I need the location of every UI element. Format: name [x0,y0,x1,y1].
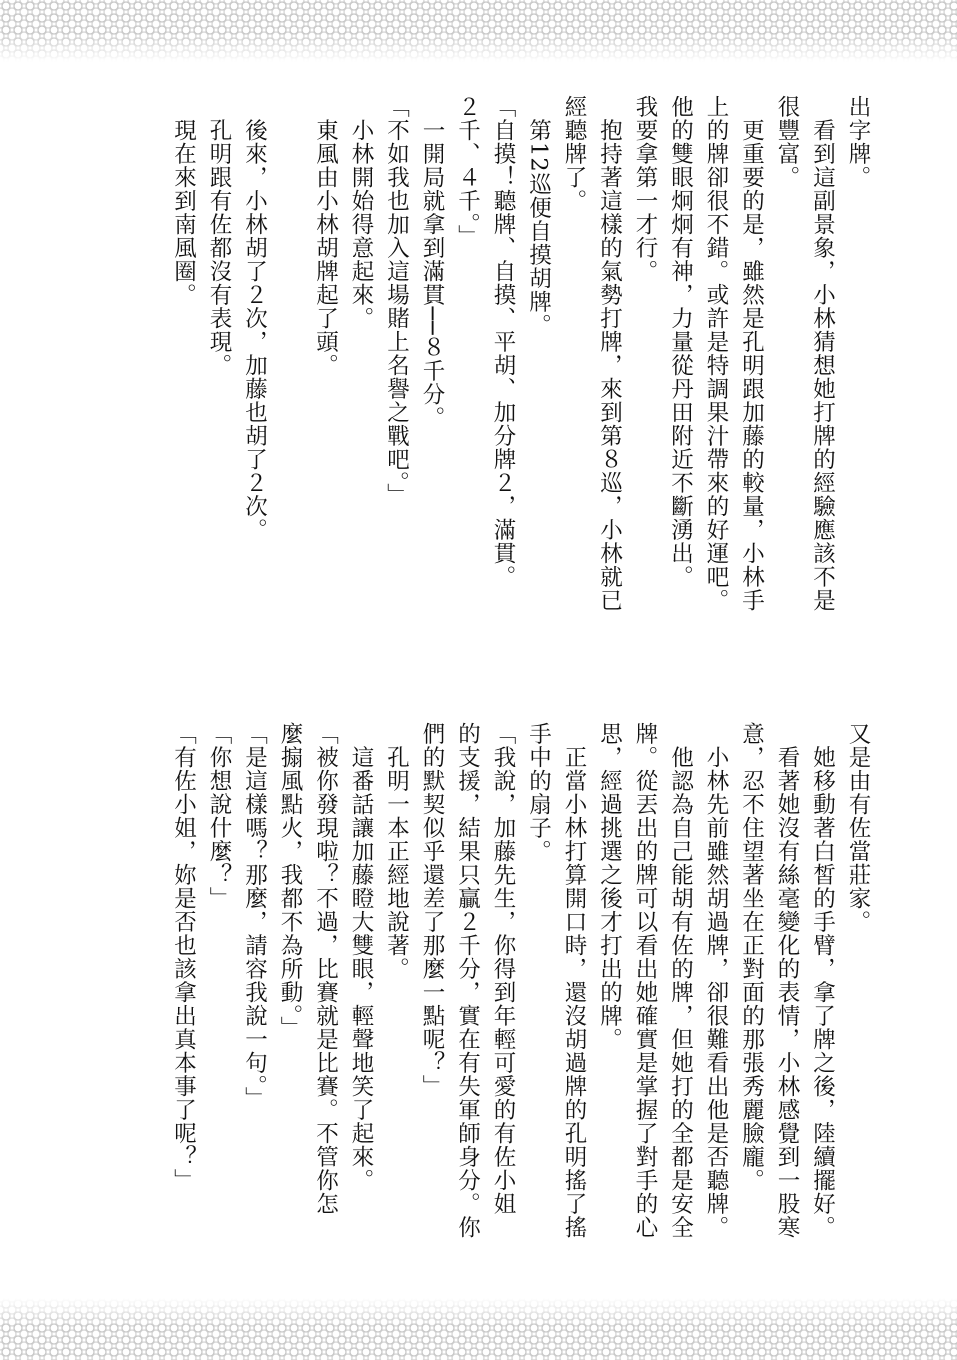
text-line: 他的雙眼炯炯有神，力量從丹田附近不斷湧出。 [667,95,694,589]
text-line: 出字牌。 [845,95,871,189]
text-line: 小林開始得意起來。 [348,95,374,330]
upper-text-block [165,95,875,675]
text-line: 她移動著白皙的手臂，拿了牌之後，陸續擺好。 [809,722,836,1239]
text-line: 看到這副景象，小林猜想她打牌的經驗應該不是 [809,95,836,612]
paragraph-gap [272,95,308,675]
text-line: 意，忍不住望著坐在正對面的那張秀麗臉龐。 [738,722,765,1192]
text-line: 孔明一本正經地說著。 [383,722,410,981]
text-line: 小林先前雖然胡過牌，卻很難看出他是否聽牌。 [703,722,729,1239]
text-line: 又是由有佐當莊家。 [845,722,871,934]
text-line: 手中的扇子。 [525,722,552,863]
text-line: 的支援，結果只贏２千分，實在有失軍師身分。你 [454,722,481,1239]
text-line: 很豐富。 [774,95,800,189]
text-line: 我要拿第一才行。 [632,95,658,283]
text-line: 他認為自己能胡有佐的牌，但她打的全都是安全 [667,722,694,1239]
text-line: 一開局就拿到滿貫──８千分。 [419,95,445,430]
text-line: 「有佐小姐，妳是否也該拿出真本事了呢？」 [170,722,197,1192]
text-line: 「不如我也加入這場賭上名譽之戰吧。」 [383,95,410,507]
text-line: 這番話讓加藤瞪大雙眼，輕聲地笑了起來。 [348,722,374,1192]
bottom-decorative-border [0,1298,957,1360]
top-decorative-border [0,0,957,62]
text-line: 「你想說什麼？」 [206,722,232,910]
text-line: 東風由小林胡牌起了頭。 [312,95,339,377]
text-line: 麼搧風點火，我都不為所動。」 [277,722,303,1040]
text-line: 上的牌卻很不錯。或許是特調果汁帶來的好運吧。 [703,95,729,612]
text-line: 「被你發現啦？不過，比賽就是比賽。不管你怎 [312,722,339,1216]
text-line: 們的默契似乎還差了那麼一點呢？」 [419,722,445,1098]
text-line: 「是這樣嗎？那麼，請容我說一句。」 [241,722,268,1111]
text-line: 後來，小林胡了２次，加藤也胡了２次。 [241,95,268,542]
text-line: 第12巡便自摸胡牌。 [525,95,552,338]
text-line: 孔明跟有佐都沒有表現。 [206,95,232,377]
text-line: 思，經過挑選之後才打出的牌。 [596,722,623,1051]
text-line: 「我說，加藤先生，你得到年輕可愛的有佐小姐 [490,722,516,1216]
text-line: 正當小林打算開口時，還沒胡過牌的孔明搖了搖 [561,722,587,1239]
text-line: 抱持著這樣的氣勢打牌，來到第８巡，小林就已 [596,95,623,612]
text-line: 經聽牌了。 [561,95,587,213]
text-line: 現在來到南風圈。 [170,95,197,307]
text-line: 牌。從丟出的牌可以看出她確實是掌握了對手的心 [632,722,658,1239]
lower-text-block [165,722,875,1302]
text-line: ２千、４千。」 [454,95,481,249]
text-line: 「自摸！聽牌、自摸、平胡、加分牌２，滿貫。 [490,95,516,589]
text-line: 看著她沒有絲毫變化的表情，小林感覺到一股寒 [774,722,800,1239]
text-line: 更重要的是，雖然是孔明跟加藤的較量，小林手 [738,95,765,612]
